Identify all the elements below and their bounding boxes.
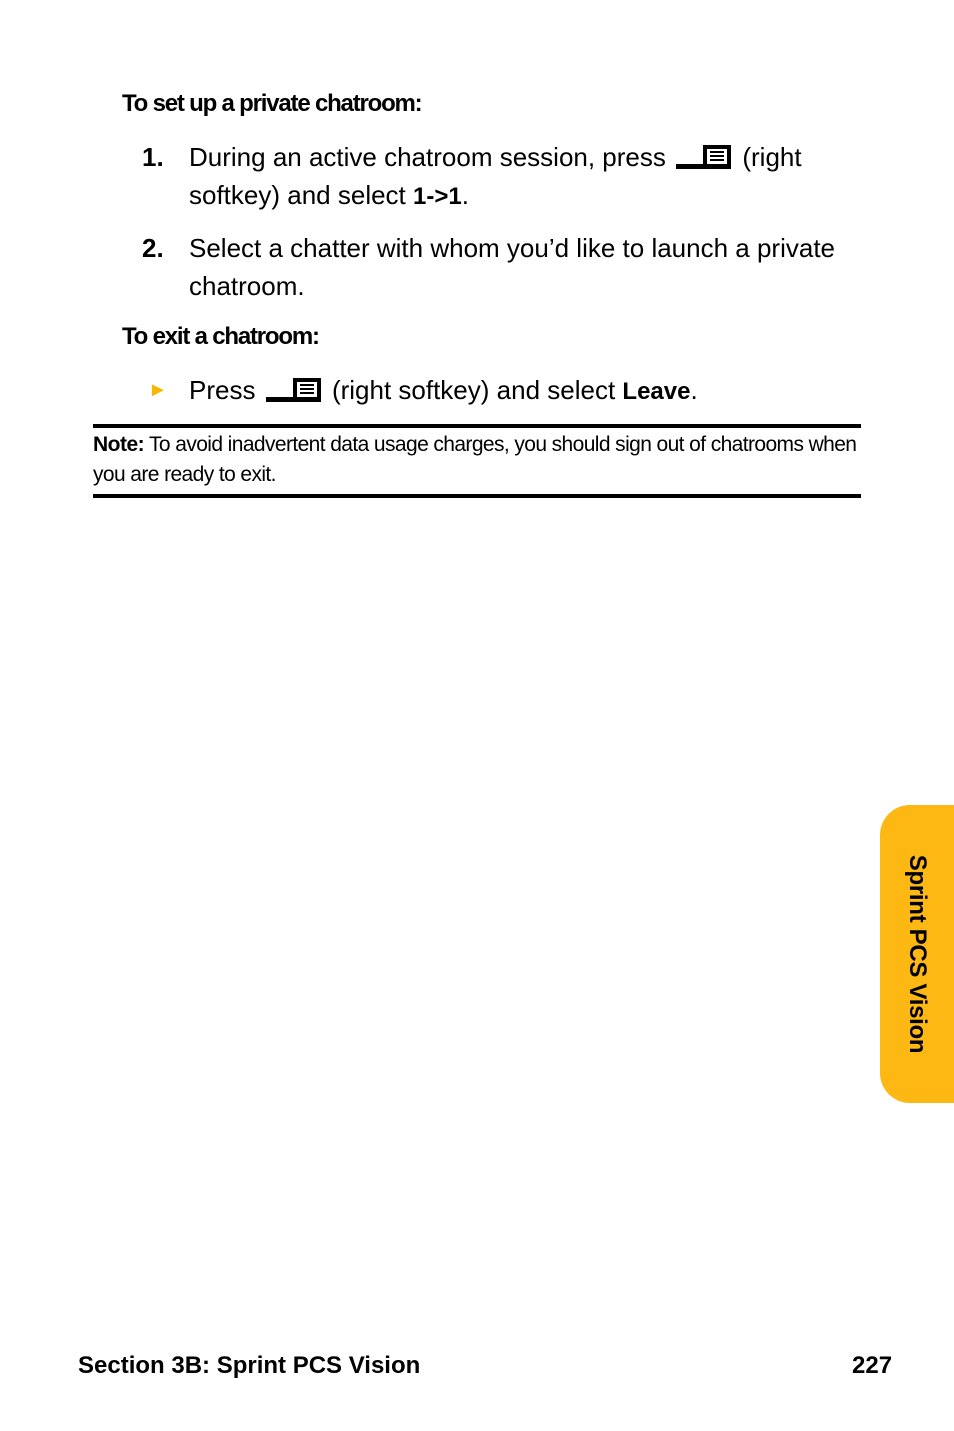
note-label: Note: bbox=[93, 433, 145, 456]
step-text: Select a chatter with whom you’d like to launch a private chatroom. bbox=[189, 233, 836, 301]
bullet-text bbox=[189, 371, 872, 411]
heading-private-chatroom: To set up a private chatroom: bbox=[122, 90, 422, 117]
step-2 bbox=[142, 229, 872, 305]
right-softkey-menu-icon bbox=[266, 377, 322, 403]
step-text bbox=[189, 138, 872, 216]
step-text-before: During an active chatroom session, press bbox=[189, 142, 666, 172]
heading-exit-chatroom: To exit a chatroom: bbox=[122, 323, 319, 350]
step-number: 2. bbox=[142, 233, 164, 263]
footer-section-title: Section 3B: Sprint PCS Vision bbox=[78, 1352, 421, 1379]
step-text-after: (right softkey) and select bbox=[189, 142, 802, 210]
note-box bbox=[93, 430, 861, 490]
note-bottom-rule bbox=[93, 494, 861, 498]
note-top-rule bbox=[93, 424, 861, 428]
bullet-text-before: Press bbox=[189, 375, 256, 405]
step-end-punct: . bbox=[461, 180, 469, 210]
arrow-bullet-icon: ► bbox=[148, 379, 168, 401]
bullet-text-after: (right softkey) and select bbox=[331, 375, 616, 405]
menu-selection-keyword: 1->1 bbox=[413, 183, 462, 210]
side-tab-label: Sprint PCS Vision bbox=[904, 854, 931, 1054]
step-1 bbox=[142, 138, 872, 216]
note-text: To avoid inadvertent data usage charges, you should sign out of chatrooms when you are ready to exit. bbox=[93, 433, 857, 486]
right-softkey-menu-icon bbox=[676, 144, 732, 170]
bullet-exit-step bbox=[142, 371, 872, 411]
section-side-tab bbox=[880, 805, 954, 1103]
step-number: 1. bbox=[142, 142, 164, 172]
bullet-end-punct: . bbox=[690, 375, 698, 405]
footer-page-number: 227 bbox=[852, 1352, 893, 1379]
menu-selection-keyword: Leave bbox=[622, 378, 691, 405]
